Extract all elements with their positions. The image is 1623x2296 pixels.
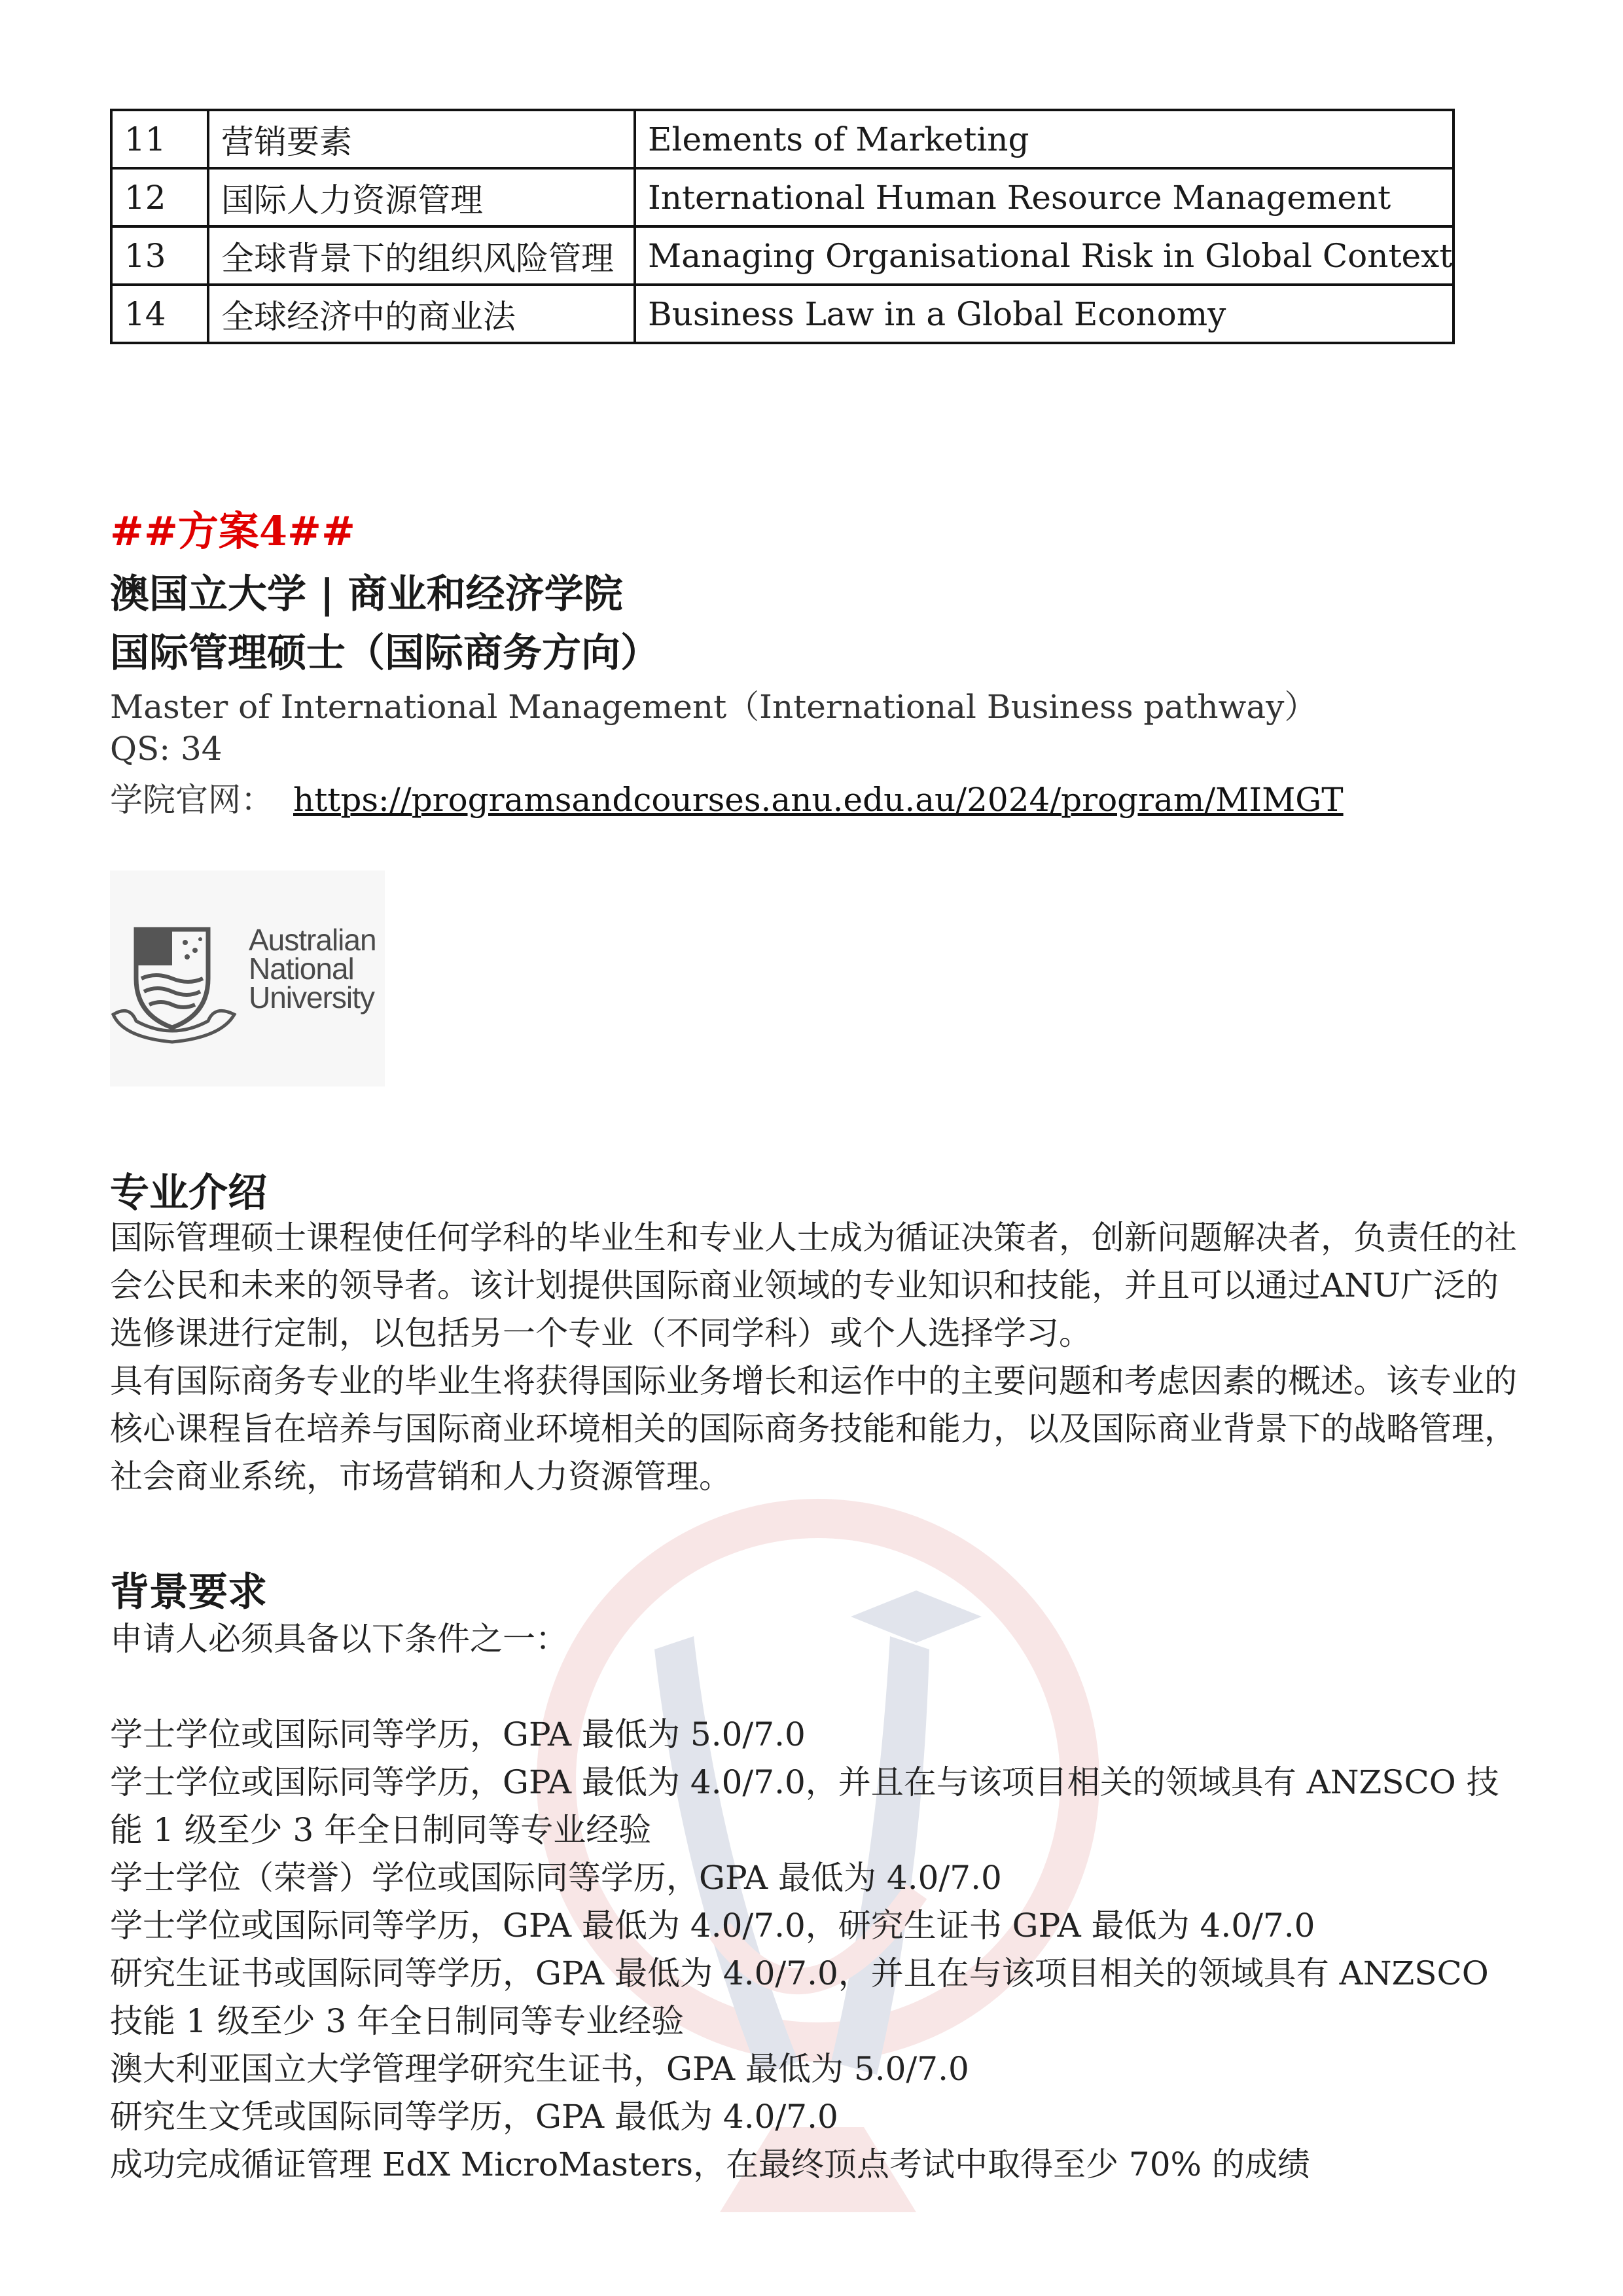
intro-paragraph-1: 国际管理硕士课程使任何学科的毕业生和专业人士成为循证决策者，创新问题解决者，负责任的社会公民和未来的领导者。该计划提供国际商业领域的专业知识和技能，并且可以通过ANU广泛的选修课进行定制，以包括另一个专业（不同学科）或个人选择学习。 <box>110 1219 1517 1352</box>
website-line <box>110 774 1344 821</box>
program-title-cn: 国际管理硕士（国际商务方向） <box>110 630 660 676</box>
website-label: 学院官网： <box>110 781 274 819</box>
list-item: 澳大利亚国立大学管理学研究生证书，GPA 最低为 5.0/7.0 <box>110 2050 969 2088</box>
requirements-lead: 申请人必须具备以下条件之一： <box>110 1620 568 1658</box>
course-name-cn: 全球经济中的商业法 <box>208 285 635 343</box>
course-name-en: Managing Organisational Risk in Global Context <box>635 226 1454 285</box>
requirements-body <box>110 1615 1517 2189</box>
logo-wordmark: Australian National University <box>249 923 376 1014</box>
course-name-en: International Human Resource Management <box>635 168 1454 226</box>
course-number: 11 <box>111 110 208 168</box>
website-link[interactable]: https://programsandcourses.anu.edu.au/2024/program/MIMGT <box>293 781 1344 819</box>
qs-ranking: QS: 34 <box>110 730 223 768</box>
section-heading-requirements: 背景要求 <box>110 1570 267 1615</box>
course-table <box>110 109 1455 344</box>
course-number: 14 <box>111 285 208 343</box>
university-logo <box>110 870 385 1086</box>
section-heading-intro: 专业介绍 <box>110 1170 267 1216</box>
course-name-cn: 营销要素 <box>208 110 635 168</box>
list-item: 学士学位或国际同等学历，GPA 最低为 4.0/7.0，并且在与该项目相关的领域具有 ANZSCO 技能 1 级至少 3 年全日制同等专业经验 <box>110 1763 1499 1849</box>
list-item: 学士学位（荣誉）学位或国际同等学历，GPA 最低为 4.0/7.0 <box>110 1859 1002 1897</box>
course-number: 12 <box>111 168 208 226</box>
university-title: 澳国立大学 | 商业和经济学院 <box>110 571 623 617</box>
intro-body <box>110 1214 1517 1501</box>
course-number: 13 <box>111 226 208 285</box>
table-row <box>111 168 1454 226</box>
list-item: 研究生文凭或国际同等学历，GPA 最低为 4.0/7.0 <box>110 2098 838 2136</box>
table-row <box>111 285 1454 343</box>
course-name-en: Elements of Marketing <box>635 110 1454 168</box>
list-item: 学士学位或国际同等学历，GPA 最低为 5.0/7.0 <box>110 1715 806 1753</box>
table-row <box>111 110 1454 168</box>
plan-tag: ##方案4## <box>110 507 355 555</box>
list-item: 学士学位或国际同等学历，GPA 最低为 4.0/7.0，研究生证书 GPA 最低为 4.0/7.0 <box>110 1907 1315 1945</box>
course-name-cn: 全球背景下的组织风险管理 <box>208 226 635 285</box>
anu-crest-icon <box>110 916 241 1047</box>
course-name-en: Business Law in a Global Economy <box>635 285 1454 343</box>
program-title-en: Master of International Management（International Business pathway） <box>110 688 1317 726</box>
list-item: 研究生证书或国际同等学历，GPA 最低为 4.0/7.0，并且在与该项目相关的领域具有 ANZSCO 技能 1 级至少 3 年全日制同等专业经验 <box>110 1954 1489 2040</box>
intro-paragraph-2: 具有国际商务专业的毕业生将获得国际业务增长和运作中的主要问题和考虑因素的概述。该专业的核心课程旨在培养与国际商业环境相关的国际商务技能和能力，以及国际商业背景下的战略管理，社会商业系统，市场营销和人力资源管理。 <box>110 1362 1517 1496</box>
table-row <box>111 226 1454 285</box>
list-item: 成功完成循证管理 EdX MicroMasters，在最终顶点考试中取得至少 70% 的成绩 <box>110 2145 1310 2183</box>
course-name-cn: 国际人力资源管理 <box>208 168 635 226</box>
